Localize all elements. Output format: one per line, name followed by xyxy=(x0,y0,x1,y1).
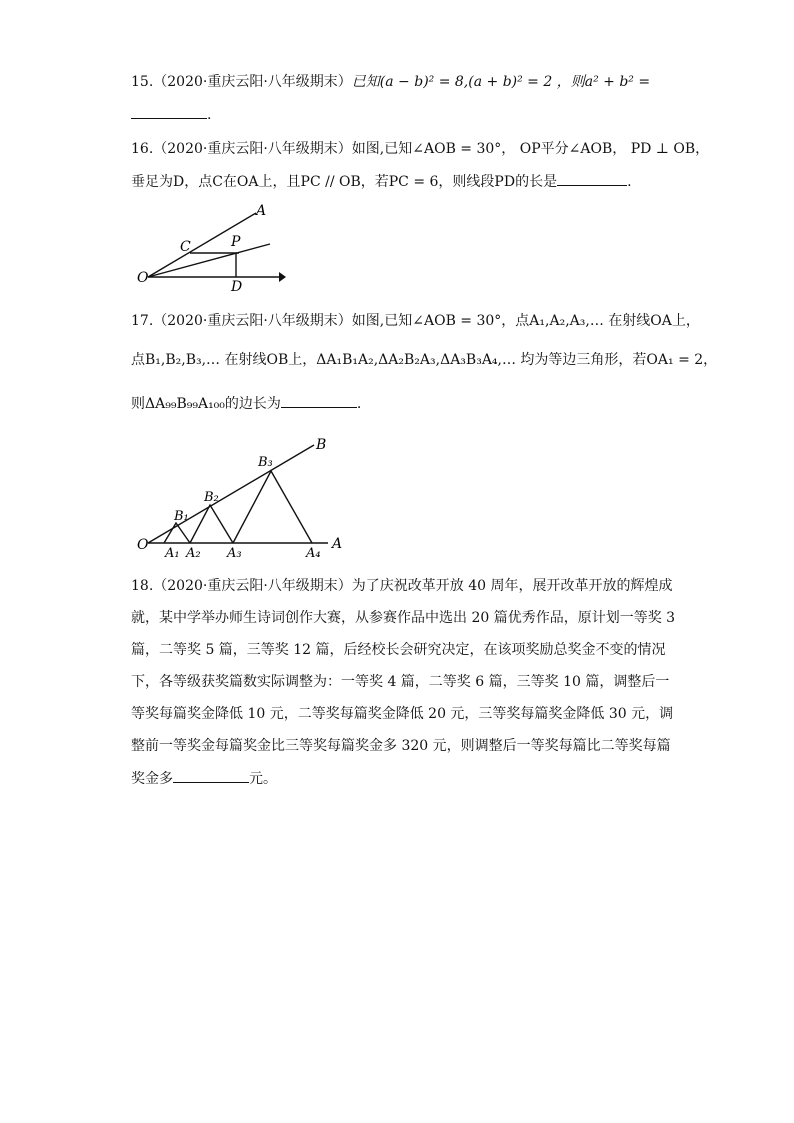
q17-answer-blank[interactable] xyxy=(281,393,357,408)
q16-ray-op xyxy=(148,244,270,277)
q16-text2: 垂足为D，点C在OA上，且PC // OB，若PC = 6，则线段PD的长是 xyxy=(131,174,558,190)
q18-text1: 为了庆祝改革开放 40 周年，展开改革开放的辉煌成 xyxy=(351,578,673,594)
q16-number: 16. xyxy=(131,141,154,157)
q18-line6 xyxy=(131,736,671,756)
q17-label-a4: A₄ xyxy=(306,546,321,561)
q18-line5 xyxy=(131,704,673,724)
q15-line xyxy=(131,72,650,92)
q18-line1 xyxy=(131,576,673,596)
q17-text1: 如图,已知∠AOB = 30°，点A₁,A₂,A₃,… 在射线OA上， xyxy=(351,313,700,329)
q17-source: （2020·重庆云阳·八年级期末） xyxy=(153,313,352,329)
q18-line7 xyxy=(131,768,277,789)
q17-figure xyxy=(134,432,352,562)
q15-answer-line: . xyxy=(131,104,211,125)
q16-line1 xyxy=(131,139,709,159)
q15-source: （2020·重庆云阳·八年级期末） xyxy=(153,74,352,90)
q15-number: 15. xyxy=(131,74,154,90)
q16-source: （2020·重庆云阳·八年级期末） xyxy=(153,141,352,157)
q17-number: 17. xyxy=(131,313,154,329)
q17-line1 xyxy=(131,311,700,331)
q16-label-p: P xyxy=(231,234,241,250)
q18-answer-blank[interactable] xyxy=(173,768,249,783)
q17-line2 xyxy=(131,350,717,370)
q17-label-a: A xyxy=(332,536,343,552)
q17-label-b: B xyxy=(316,437,327,453)
q15-answer-blank[interactable] xyxy=(131,104,207,119)
q18-line4 xyxy=(131,672,669,692)
q16-label-c: C xyxy=(180,239,191,255)
q18-line3 xyxy=(131,640,666,660)
q15-text: 已知(a − b)² = 8,(a + b)² = 2 ，则a² + b² = xyxy=(351,74,651,90)
q17-triangle-2 xyxy=(190,505,233,543)
q17-label-a1: A₁ xyxy=(165,546,180,561)
q16-ob-arrow xyxy=(279,272,286,282)
q17-triangle-3 xyxy=(233,471,312,543)
q17-text3: 则ΔA₉₉B₉₉A₁₀₀的边长为 xyxy=(131,396,281,412)
q18-text4: 下，各等级获奖篇数实际调整为：一等奖 4 篇，二等奖 6 篇，三等奖 10 篇，调整后一 xyxy=(131,674,670,690)
q18-number: 18. xyxy=(131,578,154,594)
q17-label-a3: A₃ xyxy=(227,546,242,561)
q16-label-a: A xyxy=(256,203,267,219)
q18-text2: 就，某中学举办师生诗词创作大赛，从参赛作品中选出 20 篇优秀作品，原计划一等奖 3 xyxy=(131,610,676,626)
q17-label-a2: A₂ xyxy=(186,546,201,561)
q16-line2: 垂足为D，点C在OA上，且PC // OB，若PC = 6，则线段PD的长是 . xyxy=(131,171,632,192)
q18-text7b: 元。 xyxy=(249,771,277,787)
q16-label-o: O xyxy=(137,270,149,286)
q18-text6: 整前一等奖金每篇奖金比三等奖每篇奖金多 320 元，则调整后一等奖每篇比二等奖每篇 xyxy=(131,738,671,754)
q18-text5: 等奖每篇奖金降低 10 元，二等奖每篇奖金降低 20 元，三等奖每篇奖金降低 30 元，调 xyxy=(131,706,674,722)
q17-label-b3: B₃ xyxy=(258,455,273,470)
q17-label-b1: B₁ xyxy=(174,509,189,524)
q16-label-d: D xyxy=(231,279,243,294)
q18-text3: 篇，二等奖 5 篇，三等奖 12 篇，后经校长会研究决定，在该项奖励总奖金不变的情况 xyxy=(131,642,666,658)
q17-line3: 则ΔA₉₉B₉₉A₁₀₀的边长为 . xyxy=(131,393,361,414)
q16-answer-blank[interactable] xyxy=(557,171,627,186)
q17-label-b2: B₂ xyxy=(204,490,219,505)
q17-label-o: O xyxy=(137,537,149,553)
q16-text1: 如图,已知∠AOB = 30°， OP平分∠AOB， PD ⊥ OB， xyxy=(351,141,710,157)
q18-line2 xyxy=(131,608,675,628)
q17-text2: 点B₁,B₂,B₃,… 在射线OB上，ΔA₁B₁A₂,ΔA₂B₂A₃,ΔA₃B₃A₄,… 均为等边三角形，若OA₁ = 2， xyxy=(131,352,718,368)
q18-source: （2020·重庆云阳·八年级期末） xyxy=(153,578,352,594)
q18-text7a: 奖金多 xyxy=(131,771,173,787)
q16-figure xyxy=(134,200,294,294)
